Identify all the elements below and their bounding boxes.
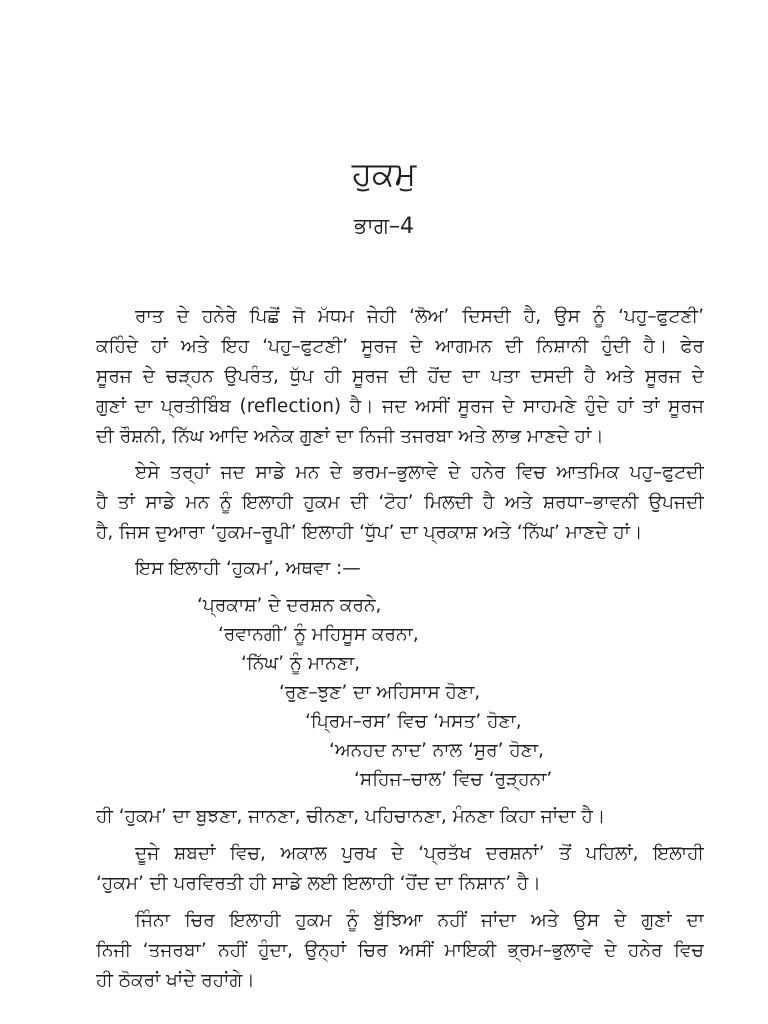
- paragraph-1-line: ਗੁਣਾਂ ਦਾ ਪ੍ਰਤੀਬਿੰਬ (reflection) ਹੈ। ਜਦ ਅਸੀਂ ਸੂਰਜ ਦੇ ਸਾਹਮਣੇ ਹੁੰਦੇ ਹਾਂ ਤਾਂ ਸੂਰਜ: [96, 396, 704, 417]
- paragraph-6-line: ਹੀ ਠੋਕਰਾਂ ਖਾਂਦੇ ਰਹਾਂਗੇ।: [96, 970, 255, 991]
- paragraph-5-line: ‘ਹੁਕਮ’ ਦੀ ਪਰਵਿਰਤੀ ਹੀ ਸਾਡੇ ਲਈ ਇਲਾਹੀ ‘ਹੋਂਦ ਦਾ ਨਿਸ਼ਾਨ’ ਹੈ।: [96, 873, 541, 894]
- paragraph-6-line: ਨਿਜੀ ‘ਤਜਰਬਾ’ ਨਹੀਂ ਹੁੰਦਾ, ਉਨ੍ਹਾਂ ਚਿਰ ਅਸੀਂ ਮਾਇਕੀ ਭ੍ਰਮ–ਭੁਲਾਵੇ ਦੇ ਹਨੇਰ ਵਿਚ: [96, 940, 704, 961]
- verse-line: ‘ਰਵਾਨਗੀ’ ਨੂੰ ਮਹਿਸੂਸ ਕਰਨਾ,: [218, 624, 419, 645]
- paragraph-2-line: ਹੈ, ਜਿਸ ਦੁਆਰਾ ‘ਹੁਕਮ–ਰੂਪੀ’ ਇਲਾਹੀ ‘ਧੁੱਪ’ ਦਾ ਪ੍ਰਕਾਸ਼ ਅਤੇ ‘ਨਿੱਘ’ ਮਾਣਦੇ ਹਾਂ।: [96, 522, 643, 543]
- verse-line: ‘ਨਿੱਘ’ ਨੂੰ ਮਾਨਣਾ,: [241, 653, 361, 674]
- paragraph-1-line: ਸੂਰਜ ਦੇ ਚੜ੍ਹਨ ਉਪਰੰਤ, ਧੁੱਪ ਹੀ ਸੂਰਜ ਦੀ ਹੋਂਦ ਦਾ ਪਤਾ ਦਸਦੀ ਹੈ ਅਤੇ ਸੂਰਜ ਦੇ: [96, 366, 704, 387]
- paragraph-5-line: ਦੂਜੇ ਸ਼ਬਦਾਂ ਵਿਚ, ਅਕਾਲ ਪੁਰਖ ਦੇ ‘ਪ੍ਰਤੱਖ ਦਰਸ਼ਨਾਂ’ ਤੋਂ ਪਹਿਲਾਂ, ਇਲਾਹੀ: [135, 843, 704, 864]
- page-title: ਹੁਕਮੁ: [351, 154, 417, 193]
- paragraph-1-line: ਰਾਤ ਦੇ ਹਨੇਰੇ ਪਿਛੋਂ ਜੋ ਮੱਧਮ ਜੇਹੀ ‘ਲੋਅ’ ਦਿਸਦੀ ਹੈ, ਉਸ ਨੂੰ ‘ਪਹੁ–ਫੁਟਣੀ’: [135, 306, 704, 327]
- verse-line: ‘ਪ੍ਰਕਾਸ਼’ ਦੇ ਦਰਸ਼ਨ ਕਰਨੇ,: [197, 595, 382, 616]
- page-subtitle: ਭਾਗ–4: [353, 214, 415, 239]
- verse-line: ‘ਰੁਣ–ਝੁਣ’ ਦਾ ਅਹਿਸਾਸ ਹੋਣਾ,: [279, 682, 481, 703]
- verse-line: ‘ਸਹਿਜ–ਚਾਲ’ ਵਿਚ ‘ਰੁੜ੍ਹਨਾ’: [354, 769, 553, 790]
- paragraph-1-line: ਕਹਿੰਦੇ ਹਾਂ ਅਤੇ ਇਹ ‘ਪਹੁ–ਫੁਟਣੀ’ ਸੂਰਜ ਦੇ ਆਗਮਨ ਦੀ ਨਿਸ਼ਾਨੀ ਹੁੰਦੀ ਹੈ। ਫੇਰ: [96, 336, 704, 357]
- paragraph-6-line: ਜਿੰਨਾ ਚਿਰ ਇਲਾਹੀ ਹੁਕਮ ਨੂੰ ਬੁੱਝਿਆ ਨਹੀਂ ਜਾਂਦਾ ਅਤੇ ਉਸ ਦੇ ਗੁਣਾਂ ਦਾ: [135, 910, 704, 931]
- paragraph-2-line: ਏਸੇ ਤਰ੍ਹਾਂ ਜਦ ਸਾਡੇ ਮਨ ਦੇ ਭਰਮ–ਭੁਲਾਵੇ ਦੇ ਹਨੇਰ ਵਿਚ ਆਤਮਿਕ ਪਹੁ–ਫੁਟਦੀ: [135, 462, 704, 483]
- verse-line: ‘ਅਨਹਦ ਨਾਦ’ ਨਾਲ ‘ਸੁਰ’ ਹੋਣਾ,: [329, 740, 544, 761]
- paragraph-3-line: ਇਸ ਇਲਾਹੀ ‘ਹੁਕਮ’, ਅਥਵਾ :—: [135, 558, 361, 579]
- paragraph-1-line: ਦੀ ਰੌਸ਼ਨੀ, ਨਿੱਘ ਆਦਿ ਅਨੇਕ ਗੁਣਾਂ ਦਾ ਨਿਜੀ ਤਜਰਬਾ ਅਤੇ ਲਾਭ ਮਾਣਦੇ ਹਾਂ।: [96, 426, 604, 447]
- verse-line: ‘ਪ੍ਰਿਮ–ਰਸ’ ਵਿਚ ‘ਮਸਤ’ ਹੋਣਾ,: [305, 711, 522, 732]
- paragraph-2-line: ਹੈ ਤਾਂ ਸਾਡੇ ਮਨ ਨੂੰ ਇਲਾਹੀ ਹੁਕਮ ਦੀ ‘ਟੋਹ’ ਮਿਲਦੀ ਹੈ ਅਤੇ ਸ਼ਰਧਾ–ਭਾਵਨੀ ਉਪਜਦੀ: [96, 492, 704, 513]
- paragraph-4-line: ਹੀ ‘ਹੁਕਮ’ ਦਾ ਬੁਝਣਾ, ਜਾਨਣਾ, ਚੀਨਣਾ, ਪਹਿਚਾਨਣਾ, ਮੰਨਣਾ ਕਿਹਾ ਜਾਂਦਾ ਹੈ।: [96, 806, 606, 827]
